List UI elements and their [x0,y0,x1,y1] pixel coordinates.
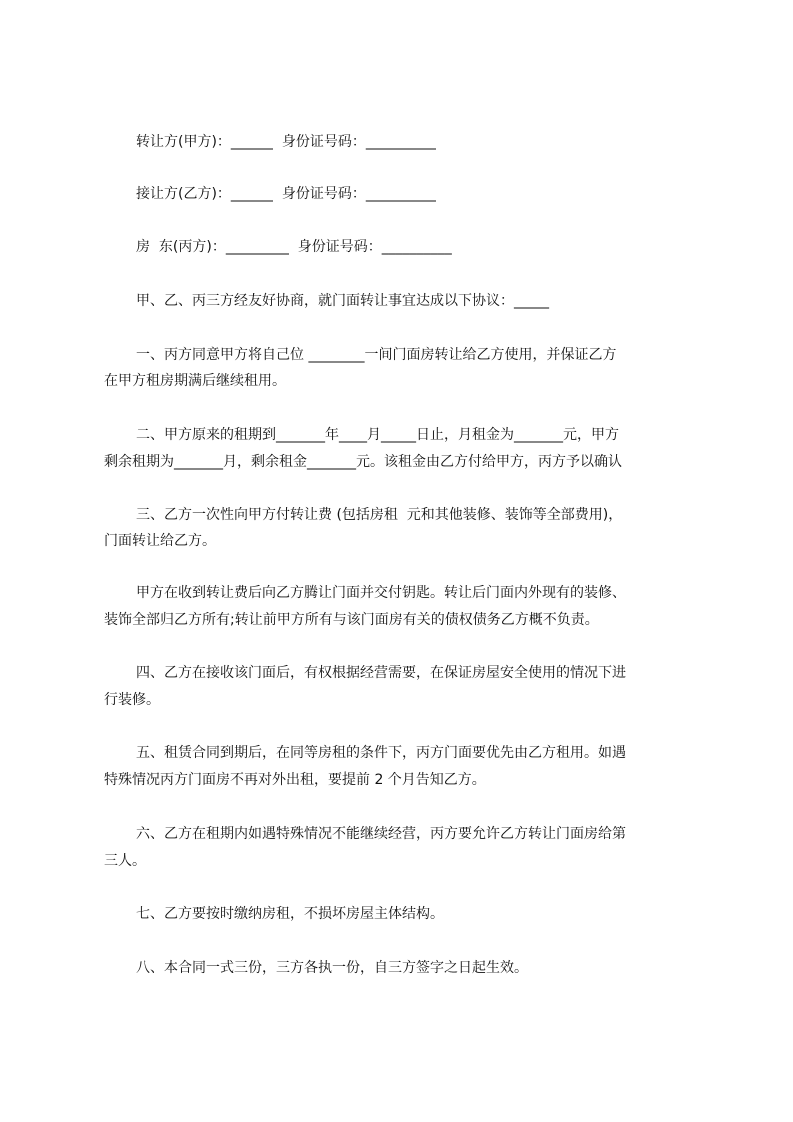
transferee-line: 接让方(乙方)：______ 身份证号码：__________ [136,186,436,202]
landlord-line: 房 东(丙方)：_________ 身份证号码：__________ [136,239,452,255]
clause-1-line-2: 在甲方租房期满后继续租用。 [104,373,286,389]
clause-6-line-2: 三人。 [104,853,146,869]
clause-3-line-2: 门面转让给乙方。 [104,533,216,549]
clause-3b-line-1: 甲方在收到转让费后向乙方腾让门面并交付钥匙。转让后门面内外现有的装修、 [136,585,626,601]
clause-4-line-1: 四、乙方在接收该门面后，有权根据经营需要，在保证房屋安全使用的情况下进 [136,665,626,681]
clause-8: 八、本合同一式三份，三方各执一份，自三方签字之日起生效。 [136,960,528,976]
clause-1-line-1: 一、丙方同意甲方将自己位 ________一间门面房转让给乙方使用，并保证乙方 [136,347,617,363]
clause-3-line-1: 三、乙方一次性向甲方付转让费 (包括房租 元和其他装修、装饰等全部费用)， [136,507,623,523]
clause-4-line-2: 行装修。 [104,692,160,708]
clause-7: 七、乙方要按时缴纳房租，不损坏房屋主体结构。 [136,906,444,922]
clause-2-line-1: 二、甲方原来的租期到_______年____月_____日止，月租金为_______元，甲方 [136,427,619,443]
clause-3b-line-2: 装饰全部归乙方所有;转让前甲方所有与该门面房有关的债权债务乙方概不负责。 [104,612,599,628]
transferor-line: 转让方(甲方)：______ 身份证号码：__________ [136,134,436,150]
clause-5-line-2: 特殊情况丙方门面房不再对外出租，要提前 2 个月告知乙方。 [104,772,486,788]
clause-5-line-1: 五、租赁合同到期后，在同等房租的条件下，丙方门面要优先由乙方租用。如遇 [136,745,626,761]
clause-6-line-1: 六、乙方在租期内如遇特殊情况不能继续经营，丙方要允许乙方转让门面房给第 [136,826,626,842]
intro-paragraph: 甲、乙、丙三方经友好协商，就门面转让事宜达成以下协议：_____ [136,293,549,309]
clause-2-line-2: 剩余租期为_______月，剩余租金_______元。该租金由乙方付给甲方，丙方予以确认 [104,454,622,470]
